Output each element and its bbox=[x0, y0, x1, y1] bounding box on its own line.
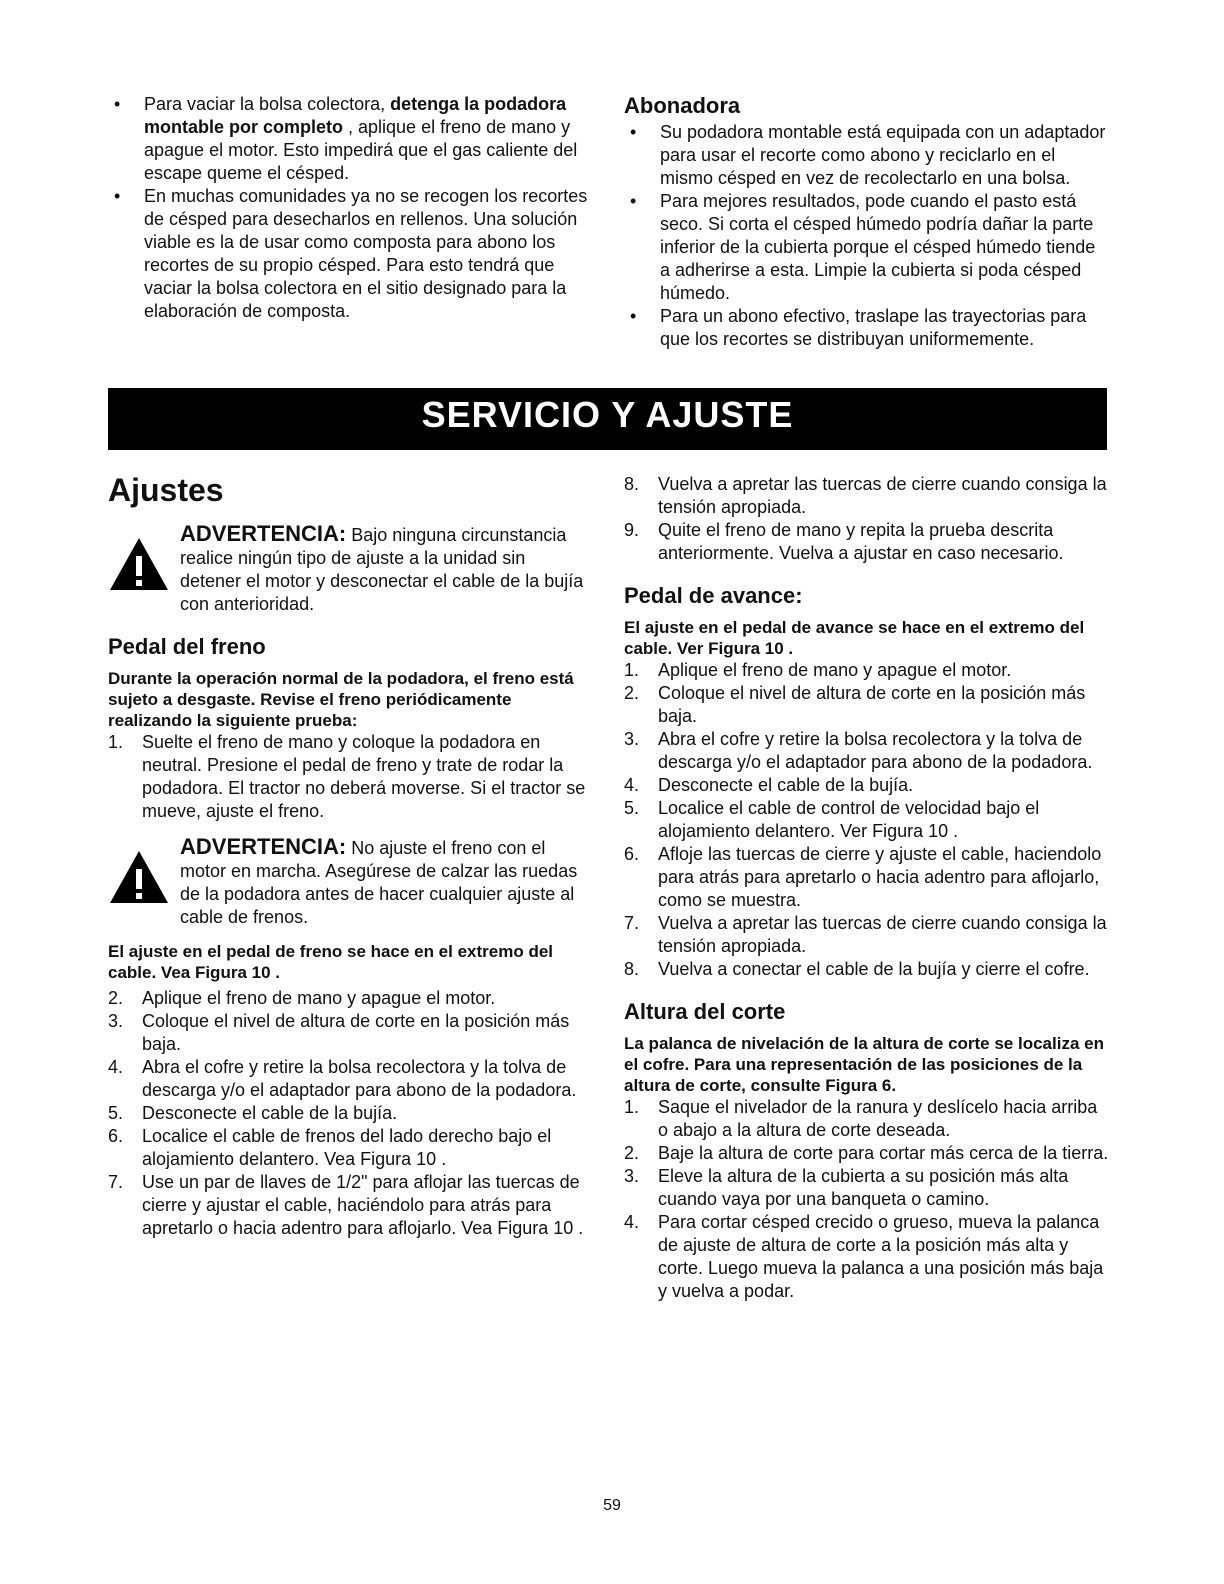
page-number: 59 bbox=[603, 1497, 621, 1514]
section-heading: Abonadora bbox=[624, 93, 741, 118]
section-lead: El ajuste en el pedal de avance se hace en el extremo del cable. Ver Figura 10 . bbox=[624, 618, 1085, 658]
list-item: 4. Abra el cofre y retire la bolsa recolectora y la tolva de descarga y/o el adaptador para abono de la podadora. bbox=[108, 1057, 577, 1100]
list-item: 8. Vuelva a apretar las tuercas de cierre cuando consiga la tensión apropiada. bbox=[624, 474, 1107, 517]
list-item: 5. Localice el cable de control de velocidad bajo el alojamiento delantero. Ver Figura 10 . bbox=[624, 798, 1040, 841]
warning-triangle-icon bbox=[108, 849, 170, 905]
list-item: 9. Quite el freno de mano y repita la prueba descrita anteriormente. Vuelva a ajustar en caso necesario. bbox=[624, 520, 1064, 563]
top-left-column bbox=[108, 93, 588, 323]
list-item: 8. Vuelva a conectar el cable de la bujía y cierre el cofre. bbox=[624, 959, 1090, 979]
list-item: 4. Desconecte el cable de la bujía. bbox=[624, 775, 914, 795]
list-item: 1. Suelte el freno de mano y coloque la podadora en neutral. Presione el pedal de freno y trate de rodar la podadora. El tractor no deberá moverse. Si el tractor se mueve, ajuste el freno. bbox=[108, 732, 586, 821]
list-item: 2. Baje la altura de corte para cortar más cerca de la tierra. bbox=[624, 1143, 1109, 1163]
list-item: 2. Aplique el freno de mano y apague el motor. bbox=[108, 988, 496, 1008]
section-heading: Pedal de avance: bbox=[624, 583, 803, 608]
list-item: • Para vaciar la bolsa colectora, detenga la podadora montable por completo , aplique el freno de mano y apague el motor. Esto impedirá que el gas caliente del escape queme el césped. bbox=[108, 93, 588, 185]
list-item: 3. Abra el cofre y retire la bolsa recolectora y la tolva de descarga y/o el adaptador para abono de la podadora. bbox=[624, 729, 1093, 772]
list-item: 7. Use un par de llaves de 1/2" para aflojar las tuercas de cierre y ajustar el cable, haciéndolo para atrás para apretarlo o hacia adentro para aflojarlo. Vea Figura 10 . bbox=[108, 1172, 584, 1238]
warning-block: ADVERTENCIA: No ajuste el freno con el motor en marcha. Asegúrese de calzar las ruedas de la podadora antes de hacer cualquier ajuste al cable de frenos. bbox=[108, 835, 588, 929]
list-item: 4. Para cortar césped crecido o grueso, mueva la palanca de ajuste de altura de corte a la posición más alta y corte. Luego mueva la palanca a una posición más baja y vuelva a podar. bbox=[624, 1212, 1104, 1301]
list-item: 3. Coloque el nivel de altura de corte en la posición más baja. bbox=[108, 1011, 570, 1054]
section-heading: Pedal del freno bbox=[108, 634, 266, 659]
section-banner: SERVICIO Y AJUSTE bbox=[108, 388, 1107, 450]
abonadora-section bbox=[624, 93, 1110, 351]
warning-label: ADVERTENCIA: bbox=[180, 834, 347, 859]
right-column bbox=[624, 473, 1110, 1303]
section-lead: El ajuste en el pedal de freno se hace en el extremo del cable. Vea Figura 10 . bbox=[108, 942, 554, 982]
list-item: 7. Vuelva a apretar las tuercas de cierre cuando consiga la tensión apropiada. bbox=[624, 913, 1107, 956]
section-lead: Durante la operación normal de la podadora, el freno está sujeto a desgaste. Revise el freno periódicamente realizando la siguiente prueba: bbox=[108, 669, 574, 730]
list-item: • Su podadora montable está equipada con un adaptador para usar el recorte como abono y reciclarlo en el mismo césped en vez de recolectarlo en una bolsa. bbox=[624, 121, 1110, 190]
section-lead: La palanca de nivelación de la altura de corte se localiza en el cofre. Para una representación de las posiciones de la altura de corte, consulte Figura 6. bbox=[624, 1034, 1104, 1095]
page-title: Ajustes bbox=[108, 472, 224, 508]
list-item: • Para mejores resultados, pode cuando el pasto está seco. Si corta el césped húmedo podría dañar la parte inferior de la cubierta porque el césped húmedo tiende a adherirse a esta. Limpie la cubierta si poda césped húmedo. bbox=[624, 190, 1110, 305]
list-item: 6. Afloje las tuercas de cierre y ajuste el cable, haciendolo para atrás para apretarlo o hacia adentro para aflojarlo, como se muestra. bbox=[624, 844, 1102, 910]
warning-triangle-icon bbox=[108, 536, 170, 592]
list-item: 5. Desconecte el cable de la bujía. bbox=[108, 1103, 398, 1123]
section-heading: Altura del corte bbox=[624, 999, 786, 1024]
left-column bbox=[108, 470, 588, 1240]
list-item: 3. Eleve la altura de la cubierta a su posición más alta cuando vaya por una banqueta o camino. bbox=[624, 1166, 1069, 1209]
list-item: • Para un abono efectivo, traslape las trayectorias para que los recortes se distribuyan uniformemente. bbox=[624, 305, 1110, 351]
warning-label: ADVERTENCIA: bbox=[180, 521, 347, 546]
warning-block: ADVERTENCIA: Bajo ninguna circunstancia realice ningún tipo de ajuste a la unidad sin detener el motor y desconectar el cable de la bujía con anterioridad. bbox=[108, 522, 588, 616]
list-item: 1. Saque el nivelador de la ranura y deslícelo hacia arriba o abajo a la altura de corte deseada. bbox=[624, 1097, 1098, 1140]
list-item: 6. Localice el cable de frenos del lado derecho bajo el alojamiento delantero. Vea Figura 10 . bbox=[108, 1126, 552, 1169]
list-item: 1. Aplique el freno de mano y apague el motor. bbox=[624, 660, 1012, 680]
list-item: • En muchas comunidades ya no se recogen los recortes de césped para desecharlos en rellenos. Una solución viable es la de usar como composta para abono los recortes de su propio césped. Para esto tendrá que vaciar la bolsa colectora en el sitio designado para la elaboración de composta. bbox=[108, 185, 588, 323]
list-item: 2. Coloque el nivel de altura de corte en la posición más baja. bbox=[624, 683, 1086, 726]
